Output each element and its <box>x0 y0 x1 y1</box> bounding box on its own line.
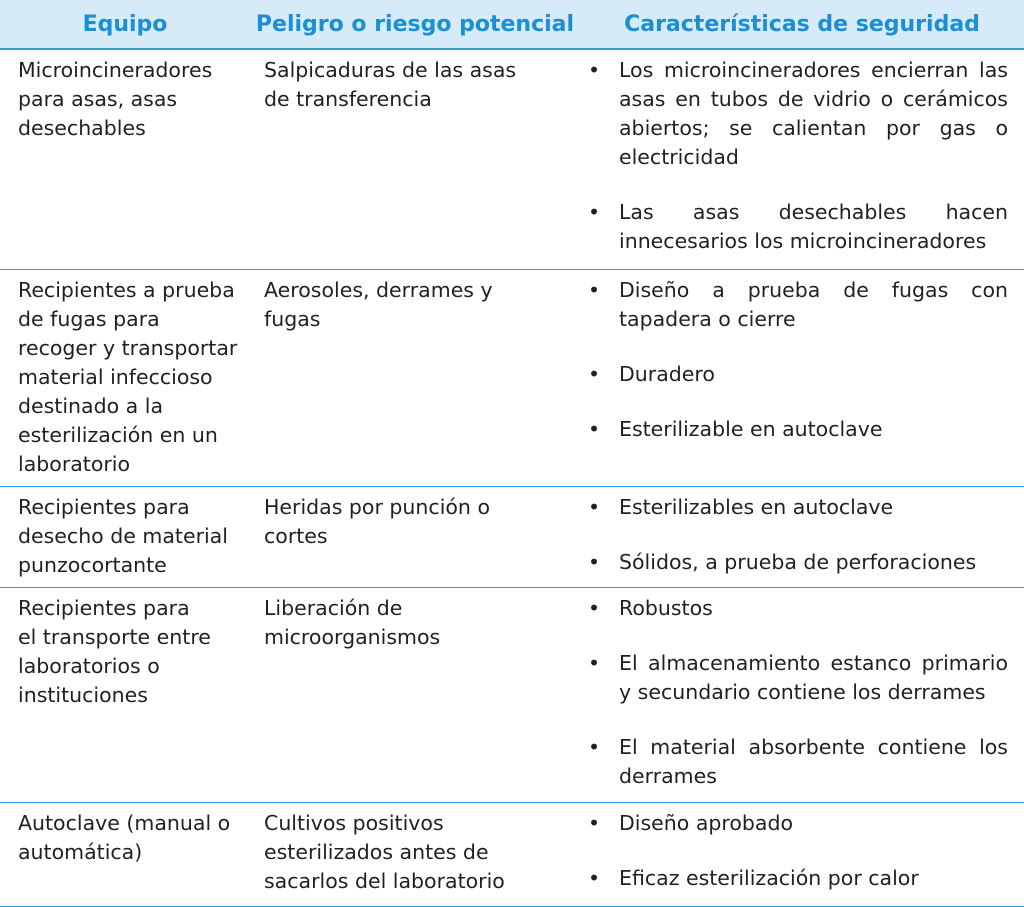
peligro-cell <box>264 487 564 551</box>
bullet-item <box>588 198 1008 256</box>
bullet-text: Sólidos, a prueba de perforaciones <box>619 550 977 574</box>
bullet-item <box>588 56 1008 172</box>
bullet-item <box>588 649 1008 707</box>
peligro-cell <box>264 50 564 114</box>
bullet-dot: • <box>588 596 601 620</box>
bullet-dot: • <box>588 417 601 441</box>
bullet-text: Esterilizables en autoclave <box>619 495 894 519</box>
equipo-cell <box>18 50 244 143</box>
header-equipo: Equipo <box>82 12 168 37</box>
equipo-line: Recipientes para <box>18 495 190 519</box>
equipo-line: laboratorio <box>18 452 131 476</box>
equipo-line: material infeccioso <box>18 365 213 389</box>
equipo-line: esterilización en un <box>18 423 218 447</box>
peligro-line: sacarlos del laboratorio <box>264 869 505 893</box>
bullet-dot: • <box>588 200 601 224</box>
bullet-text: Eficaz esterilización por calor <box>619 866 919 890</box>
bullet-dot: • <box>588 278 601 302</box>
table-row <box>0 270 1024 487</box>
equipo-line: el transporte entre <box>18 625 211 649</box>
equipo-line: Recipientes a prueba <box>18 278 235 302</box>
bullet-item <box>588 493 1008 522</box>
bullet-dot: • <box>588 866 601 890</box>
peligro-line: de transferencia <box>264 87 432 111</box>
bullet-text: Robustos <box>619 596 713 620</box>
bullet-dot: • <box>588 362 601 386</box>
bullet-text: Duradero <box>619 362 715 386</box>
bullet-dot: • <box>588 735 601 759</box>
table-row <box>0 803 1024 907</box>
equipo-cell <box>18 487 244 580</box>
bullet-item <box>588 360 1008 389</box>
equipo-cell <box>18 588 244 710</box>
equipo-line: desecho de material <box>18 524 228 548</box>
bullet-item <box>588 594 1008 623</box>
caracteristicas-cell <box>588 50 1008 256</box>
bullet-text: Las asas desechables hacen innecesarios los microincineradores <box>619 200 1008 253</box>
table-row <box>0 487 1024 588</box>
peligro-cell <box>264 588 564 652</box>
bullet-text: El almacenamiento estanco primario y secundario contiene los derrames <box>619 651 1008 704</box>
equipo-line: laboratorios o <box>18 654 160 678</box>
caracteristicas-cell <box>588 803 1008 893</box>
bullet-dot: • <box>588 651 601 675</box>
bullet-text: Diseño a prueba de fugas con tapadera o cierre <box>619 278 1008 331</box>
bullet-item <box>588 733 1008 791</box>
peligro-cell <box>264 803 564 896</box>
equipo-cell <box>18 270 244 479</box>
caracteristicas-cell <box>588 487 1008 577</box>
bullet-text: Los microincineradores encierran las asas en tubos de vidrio o cerámicos abiertos; se calientan por gas o electricidad <box>619 58 1008 169</box>
equipo-line: Microincineradores <box>18 58 213 82</box>
peligro-line: Salpicaduras de las asas <box>264 58 517 82</box>
bullet-item <box>588 276 1008 334</box>
equipo-line: Autoclave (manual o <box>18 811 231 835</box>
header-caracteristicas: Características de seguridad <box>624 12 980 37</box>
bullet-dot: • <box>588 550 601 574</box>
caracteristicas-cell <box>588 270 1008 444</box>
peligro-line: Aerosoles, derrames y <box>264 278 493 302</box>
peligro-line: Liberación de <box>264 596 403 620</box>
equipo-line: de fugas para <box>18 307 160 331</box>
header-peligro: Peligro o riesgo potencial <box>255 12 575 37</box>
bullet-item <box>588 809 1008 838</box>
equipo-line: automática) <box>18 840 143 864</box>
equipo-line: recoger y transportar <box>18 336 238 360</box>
table-row <box>0 50 1024 270</box>
equipo-line: desechables <box>18 116 146 140</box>
bullet-item <box>588 548 1008 577</box>
equipo-line: instituciones <box>18 683 148 707</box>
peligro-line: microorganismos <box>264 625 441 649</box>
bullet-item <box>588 864 1008 893</box>
peligro-line: fugas <box>264 307 321 331</box>
bullet-dot: • <box>588 58 601 82</box>
bullet-dot: • <box>588 811 601 835</box>
bullet-text: Esterilizable en autoclave <box>619 417 883 441</box>
peligro-line: Cultivos positivos <box>264 811 444 835</box>
equipo-line: destinado a la <box>18 394 164 418</box>
bullet-text: El material absorbente contiene los derrames <box>619 735 1008 788</box>
table-row <box>0 588 1024 803</box>
peligro-cell <box>264 270 564 334</box>
equipo-line: para asas, asas <box>18 87 178 111</box>
bullet-item <box>588 415 1008 444</box>
table-header <box>0 0 1024 50</box>
equipo-cell <box>18 803 244 867</box>
caracteristicas-cell <box>588 588 1008 791</box>
equipo-line: Recipientes para <box>18 596 190 620</box>
peligro-line: Heridas por punción o <box>264 495 490 519</box>
bullet-dot: • <box>588 495 601 519</box>
equipo-line: punzocortante <box>18 553 167 577</box>
peligro-line: cortes <box>264 524 328 548</box>
bullet-text: Diseño aprobado <box>619 811 794 835</box>
peligro-line: esterilizados antes de <box>264 840 489 864</box>
